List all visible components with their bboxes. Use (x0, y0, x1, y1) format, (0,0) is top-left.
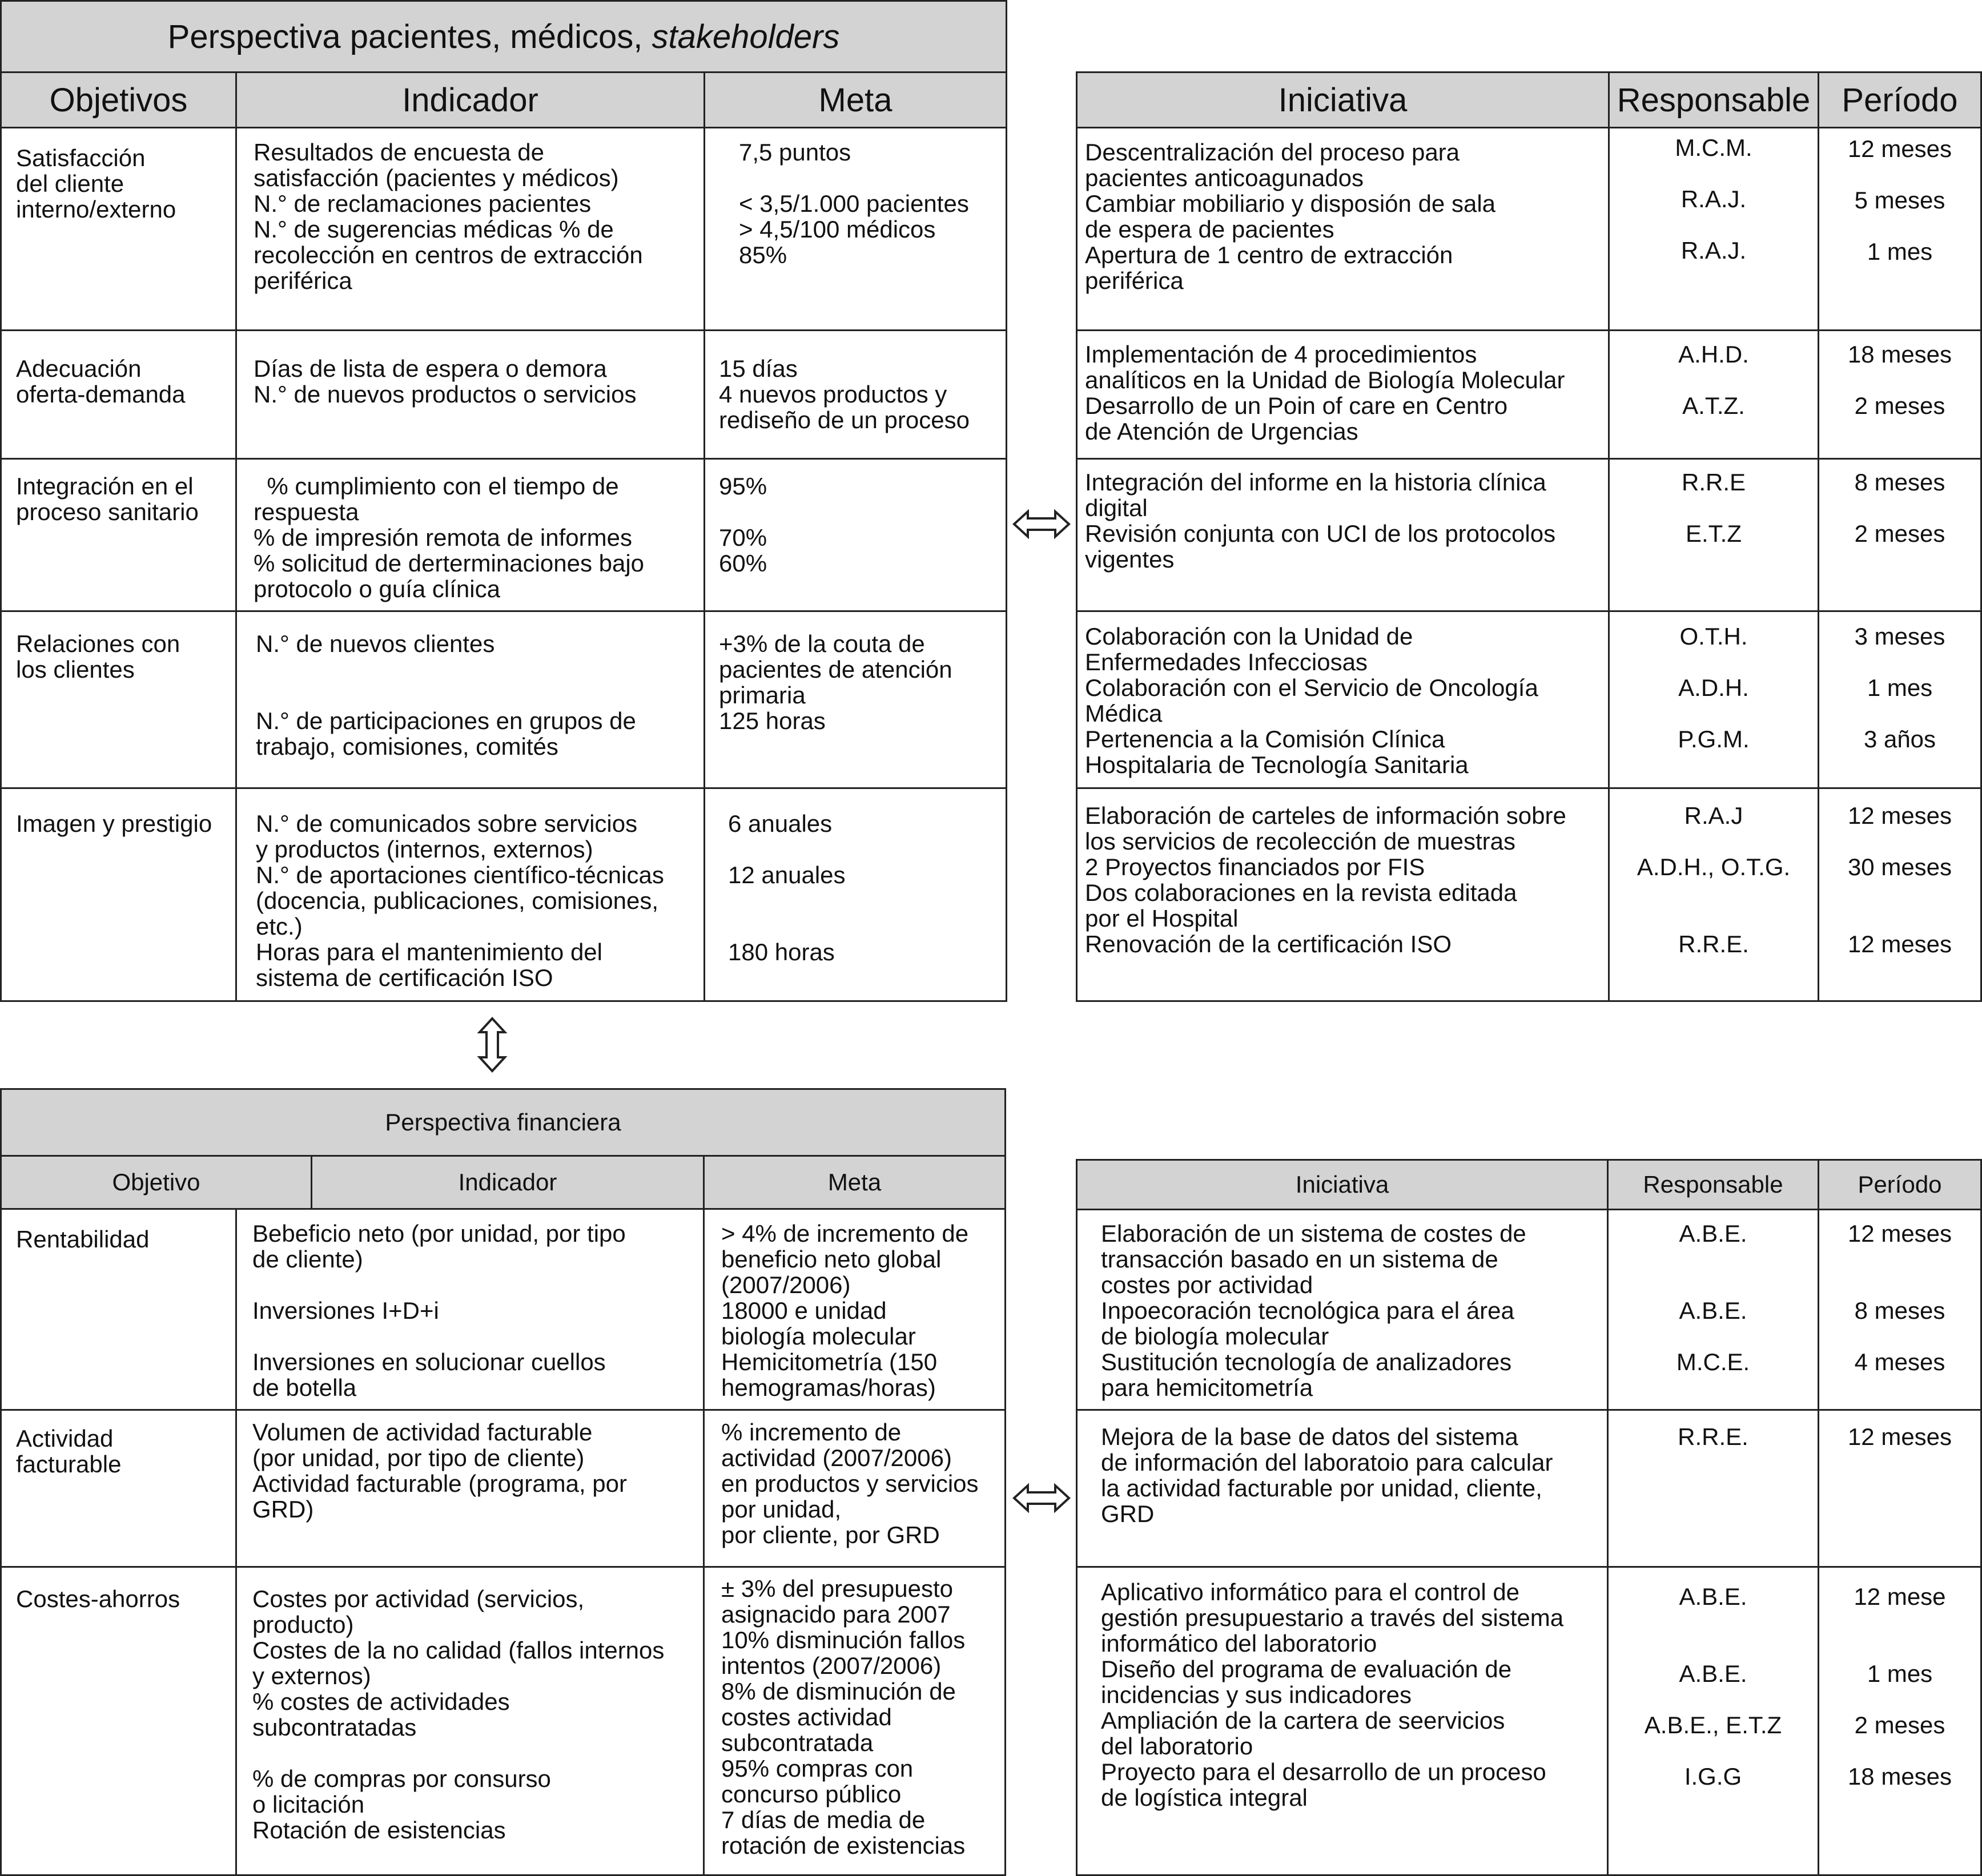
meta-cell: % incremento de actividad (2007/2006) en productos y servicios por unidad, por cliente, por GRD (721, 1419, 979, 1548)
top-title-header (0, 0, 1007, 73)
indicador-cell: Días de lista de espera o demora N.° de nuevos productos o servicios (254, 355, 637, 408)
top-header-objetivos: Objetivos (0, 71, 237, 128)
periodo-cell: 18 meses 2 meses (1847, 341, 1952, 419)
responsable-cell: A.B.E. A.B.E. A.B.E., E.T.Z I.G.G (1644, 1583, 1782, 1790)
objetivo-cell: Rentabilidad (16, 1226, 150, 1253)
table-row (0, 1566, 237, 1876)
meta-cell: 95% 70% 60% (719, 473, 767, 577)
periodo-cell: 8 meses 2 meses (1854, 469, 1945, 547)
responsable-cell: R.R.E E.T.Z (1681, 469, 1746, 547)
objetivo-cell: Integración en el proceso sanitario (16, 473, 199, 525)
bottom-header-iniciativa: Iniciativa (1076, 1159, 1609, 1210)
iniciativa-cell: Colaboración con la Unidad de Enfermedades Infecciosas Colaboración con el Servicio de Oncología Médica Pertenencia a la Comisión Clínica Hospitalaria de Tecnología Sanitaria (1085, 623, 1538, 778)
indicador-cell: Costes por actividad (servicios, producto) Costes de la no calidad (fallos internos y externos) % costes de actividades subcontratadas % de compras por consurso o licitación Rotación de esistencias (252, 1585, 665, 1843)
indicador-cell: N.° de comunicados sobre servicios y productos (internos, externos) N.° de aportaciones científico-técnicas (docencia, publicaciones, comisiones, etc.) Horas para el mantenimiento del sistema de certificación ISO (256, 810, 664, 991)
double-arrow-horizontal-icon (1012, 507, 1071, 541)
bottom-header-meta: Meta (703, 1155, 1006, 1210)
iniciativa-cell: Elaboración de un sistema de costes de transacción basado en un sistema de costes por actividad Inpoecoración tecnológica para el área de biología molecular Sustitución tecnología de analizadores para hemicitometría (1101, 1220, 1526, 1401)
responsable-cell: O.T.H. A.D.H. P.G.M. (1678, 623, 1750, 752)
meta-cell: 15 días 4 nuevos productos y rediseño de un proceso (719, 355, 970, 433)
bottom-header-objetivo: Objetivo (0, 1155, 312, 1210)
bottom-header-indicador: Indicador (311, 1155, 705, 1210)
iniciativa-cell: Elaboración de carteles de información sobre los servicios de recolección de muestras 2 Proyectos financiados por FIS Dos colaboraciones en la revista editada por el Hospital Renovación de la certificación ISO (1085, 802, 1566, 957)
top-header-meta: Meta (703, 71, 1007, 128)
top-title: Perspectiva pacientes, médicos, stakeholders (167, 18, 840, 55)
responsable-cell: R.A.J A.D.H., O.T.G. R.R.E. (1637, 802, 1791, 957)
bottom-title: Perspectiva financiera (385, 1109, 621, 1136)
indicador-cell: Bebeficio neto (por unidad, por tipo de cliente) Inversiones I+D+i Inversiones en solucionar cuellos de botella (252, 1220, 626, 1401)
double-arrow-vertical-icon (475, 1016, 509, 1073)
iniciativa-cell: Integración del informe en la historia clínica digital Revisión conjunta con UCI de los protocolos vigentes (1085, 469, 1556, 573)
iniciativa-cell: Mejora de la base de datos del sistema de información del laboratoio para calcular la actividad facturable por unidad, cliente, GRD (1101, 1423, 1553, 1527)
responsable-cell: M.C.M. R.A.J. R.A.J. (1675, 134, 1752, 264)
meta-cell: 6 anuales 12 anuales 180 horas (728, 810, 846, 965)
objetivo-cell: Adecuación oferta-demanda (16, 355, 186, 408)
bottom-header-responsable: Responsable (1607, 1159, 1819, 1210)
meta-cell: +3% de la couta de pacientes de atención primaria 125 horas (719, 630, 952, 734)
periodo-cell: 12 meses 8 meses 4 meses (1847, 1220, 1952, 1375)
periodo-cell: 12 mese 1 mes 2 meses 18 meses (1847, 1583, 1952, 1790)
periodo-cell: 12 meses 5 meses 1 mes (1847, 135, 1952, 265)
meta-cell: 7,5 puntos < 3,5/1.000 pacientes > 4,5/100 médicos 85% (739, 139, 969, 268)
bottom-header-periodo: Período (1818, 1159, 1982, 1210)
responsable-cell: A.H.D. A.T.Z. (1678, 341, 1749, 419)
meta-cell: ± 3% del presupuesto asignacido para 2007 10% disminución fallos intentos (2007/2006) 8% de disminución de costes actividad subcontratada 95% compras con concurso público 7 días de media de rotación de existencias (721, 1575, 966, 1859)
double-arrow-horizontal-icon (1012, 1481, 1071, 1515)
responsable-cell: A.B.E. A.B.E. M.C.E. (1676, 1220, 1750, 1375)
objetivo-cell: Actividad facturable (16, 1425, 122, 1478)
indicador-cell: Volumen de actividad facturable (por unidad, por tipo de cliente) Actividad facturable (programa, por GRD) (252, 1419, 627, 1523)
indicador-cell: % cumplimiento con el tiempo de respuesta % de impresión remota de informes % solicitud de derterminaciones bajo protocolo o guía clínica (254, 473, 645, 602)
top-header-responsable: Responsable (1608, 71, 1819, 128)
iniciativa-cell: Descentralización del proceso para pacientes anticoagunados Cambiar mobiliario y disposión de sala de espera de pacientes Apertura de 1 centro de extracción periférica (1085, 139, 1496, 294)
meta-cell: > 4% de incremento de beneficio neto global (2007/2006) 18000 e unidad biología molecular Hemicitometría (150 hemogramas/horas) (721, 1220, 969, 1401)
objetivo-cell: Relaciones con los clientes (16, 630, 180, 683)
iniciativa-cell: Implementación de 4 procedimientos analíticos en la Unidad de Biología Molecular Desarrollo de un Poin of care en Centro de Atención de Urgencias (1085, 341, 1565, 445)
periodo-cell: 12 meses 30 meses 12 meses (1847, 802, 1952, 957)
top-header-periodo: Período (1818, 71, 1982, 128)
indicador-cell: Resultados de encuesta de satisfacción (pacientes y médicos) N.° de reclamaciones pacientes N.° de sugerencias médicas % de recolección en centros de extracción periférica (254, 139, 643, 294)
periodo-cell: 3 meses 1 mes 3 años (1854, 623, 1945, 752)
iniciativa-cell: Aplicativo informático para el control de gestión presupuestario a través del sistema informático del laboratorio Diseño del programa de evaluación de incidencias y sus indicadores Ampliación de la cartera de seervicios del laboratorio Proyecto para el desarrollo de un proceso de logística integral (1101, 1579, 1564, 1811)
bottom-title-header (0, 1088, 1006, 1157)
responsable-cell: R.R.E. (1678, 1423, 1748, 1450)
top-header-indicador: Indicador (235, 71, 705, 128)
objetivo-cell: Costes-ahorros (16, 1585, 180, 1612)
objetivo-cell: Imagen y prestigio (16, 810, 212, 837)
objetivo-cell: Satisfacción del cliente interno/externo (16, 144, 176, 223)
top-header-iniciativa: Iniciativa (1076, 71, 1610, 128)
periodo-cell: 12 meses (1847, 1423, 1952, 1450)
indicador-cell: N.° de nuevos clientes N.° de participaciones en grupos de trabajo, comisiones, comités (256, 630, 636, 760)
